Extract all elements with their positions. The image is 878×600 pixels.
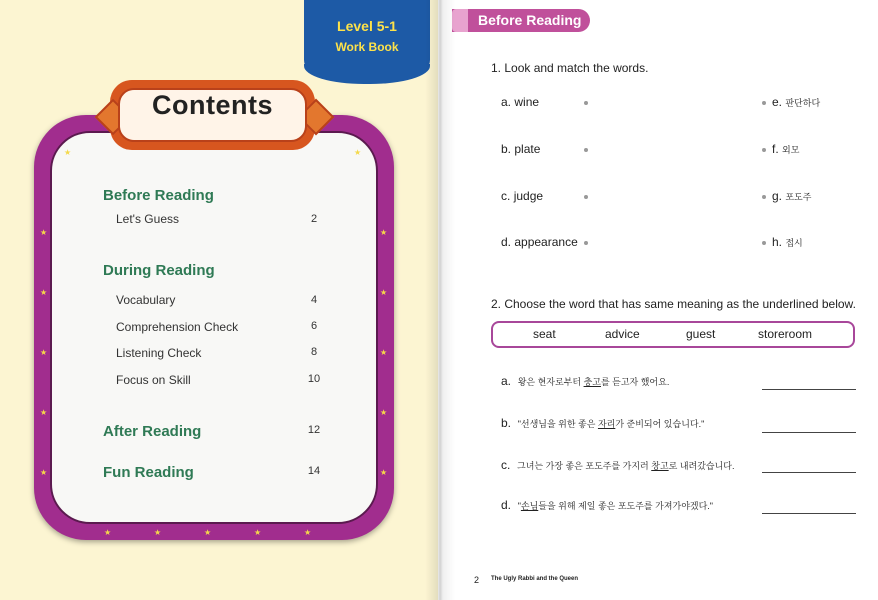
svg-text:★: ★: [380, 468, 388, 477]
match-left-item[interactable]: d. appearance: [501, 235, 578, 249]
toc-item-comprehension-check[interactable]: Comprehension Check: [116, 320, 239, 334]
toc-page: 4: [310, 294, 318, 306]
sentence-a: a. 왕은 현자로부터 충고를 듣고자 했어요.: [501, 374, 670, 388]
svg-text:★: ★: [204, 528, 212, 537]
svg-text:★: ★: [254, 528, 262, 537]
toc-heading-after-reading[interactable]: After Reading: [103, 423, 202, 440]
svg-text:★: ★: [380, 228, 388, 237]
svg-text:★: ★: [380, 348, 388, 357]
toc-page: 12: [307, 424, 321, 436]
match-left-item[interactable]: c. judge: [501, 189, 544, 203]
answer-blank[interactable]: [762, 389, 856, 390]
toc-item-listening-check[interactable]: Listening Check: [116, 346, 202, 360]
toc-heading-fun-reading[interactable]: Fun Reading: [103, 464, 194, 481]
svg-text:★: ★: [40, 228, 48, 237]
word-bank-item[interactable]: storeroom: [758, 327, 813, 341]
toc-page: 2: [310, 213, 318, 225]
sentence-c: c. 그녀는 가장 좋은 포도주를 가지러 창고로 내려갔습니다.: [501, 458, 735, 472]
match-right-item[interactable]: h. 접시: [772, 235, 803, 249]
match-dot[interactable]: [762, 101, 766, 105]
toc-item-focus-on-skill[interactable]: Focus on Skill: [116, 373, 191, 387]
question-1-prompt: 1. Look and match the words.: [491, 61, 649, 75]
sentence-d: d. "손님들을 위해 제일 좋은 포도주를 가져가야겠다.": [501, 498, 713, 512]
svg-text:★: ★: [40, 468, 48, 477]
underlined-word: 창고: [651, 461, 669, 471]
match-dot[interactable]: [762, 195, 766, 199]
left-page: [0, 0, 438, 600]
svg-text:★: ★: [380, 408, 388, 417]
match-dot[interactable]: [584, 148, 588, 152]
underlined-word: 손님: [520, 501, 539, 511]
table-of-contents: [0, 0, 438, 600]
toc-page: 14: [307, 465, 321, 477]
toc-heading-before-reading[interactable]: Before Reading: [103, 187, 214, 204]
match-dot[interactable]: [584, 101, 588, 105]
book-title-footer: The Ugly Rabbi and the Queen: [491, 576, 579, 582]
toc-item-lets-guess[interactable]: Let's Guess: [116, 212, 179, 226]
toc-heading-during-reading[interactable]: During Reading: [103, 262, 215, 279]
word-bank-item[interactable]: advice: [605, 327, 640, 341]
svg-text:★: ★: [40, 408, 48, 417]
svg-text:★: ★: [64, 148, 72, 157]
sentence-b: b. "선생님을 위한 좋은 자리가 준비되어 있습니다.": [501, 416, 705, 430]
svg-text:★: ★: [40, 348, 48, 357]
toc-page: 8: [310, 346, 318, 358]
contents-title: Contents: [152, 90, 273, 120]
match-dot[interactable]: [762, 148, 766, 152]
level-label: Level 5-1: [337, 18, 397, 34]
toc-item-vocabulary[interactable]: Vocabulary: [116, 293, 176, 307]
word-bank-item[interactable]: guest: [686, 327, 716, 341]
match-right-item[interactable]: g. 포도주: [772, 189, 812, 203]
svg-text:★: ★: [304, 528, 312, 537]
page-number: 2: [474, 575, 480, 585]
match-left-item[interactable]: b. plate: [501, 142, 541, 156]
svg-text:★: ★: [380, 288, 388, 297]
answer-blank[interactable]: [762, 513, 856, 514]
underlined-word: 충고: [583, 377, 601, 387]
toc-page: 6: [310, 320, 318, 332]
svg-text:★: ★: [104, 528, 112, 537]
svg-text:★: ★: [154, 528, 162, 537]
answer-blank[interactable]: [762, 472, 856, 473]
match-dot[interactable]: [584, 195, 588, 199]
match-dot[interactable]: [584, 241, 588, 245]
match-right-item[interactable]: f. 외모: [772, 142, 800, 156]
match-dot[interactable]: [762, 241, 766, 245]
workbook-label: Work Book: [335, 40, 399, 54]
answer-blank[interactable]: [762, 432, 856, 433]
svg-text:★: ★: [40, 288, 48, 297]
toc-page: 10: [307, 373, 321, 385]
underlined-word: 자리: [597, 419, 616, 429]
match-left-item[interactable]: a. wine: [501, 95, 540, 109]
word-bank-item[interactable]: seat: [533, 327, 556, 341]
match-right-item[interactable]: e. 판단하다: [772, 95, 821, 109]
section-banner: Before Reading: [452, 9, 590, 32]
question-2-prompt: 2. Choose the word that has same meaning as the underlined below.: [491, 297, 856, 311]
svg-text:★: ★: [354, 148, 362, 157]
